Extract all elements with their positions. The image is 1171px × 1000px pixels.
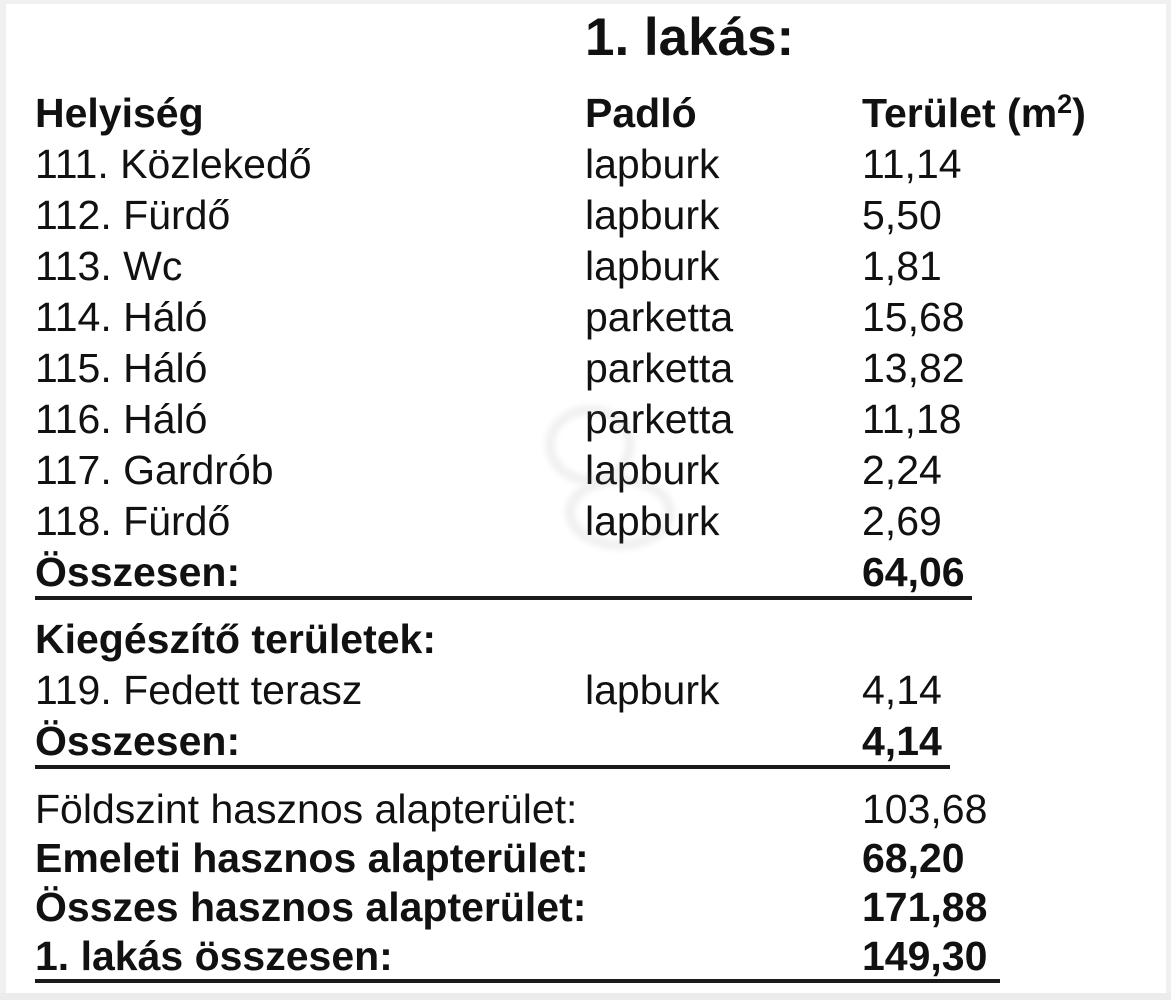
summary-value: 68,20 — [862, 835, 965, 881]
total-label: Összesen: — [35, 718, 241, 764]
photo-edge-right — [1166, 0, 1171, 1000]
summary-label: Összes hasznos alapterület: — [35, 884, 587, 930]
room-area-cell: 15,68 — [862, 294, 965, 340]
summary-row-ground-floor — [35, 785, 1171, 834]
summary-label: 1. lakás összesen: — [35, 933, 393, 979]
header-room: Helyiség — [35, 90, 204, 136]
room-area-cell: 11,14 — [862, 141, 962, 187]
summary-value: 171,88 — [862, 884, 988, 930]
room-name-cell: 119. Fedett terasz — [35, 667, 363, 713]
total-spacer — [585, 547, 862, 598]
summary-label: Emeleti hasznos alapterület: — [35, 835, 589, 881]
room-floor-cell: parketta — [585, 345, 734, 391]
photo-edge-top — [0, 0, 1171, 4]
room-name-cell: 115. Háló — [35, 345, 208, 391]
room-floor-cell: parketta — [585, 294, 734, 340]
table-row — [35, 496, 1171, 547]
room-area-cell: 13,82 — [862, 345, 965, 391]
room-name-cell: 114. Háló — [35, 294, 208, 340]
table-row — [35, 445, 1171, 496]
summary-row-upper-floor — [35, 834, 1171, 883]
room-name-cell: 113. Wc — [35, 243, 183, 289]
header-floor: Padló — [585, 90, 697, 136]
room-floor-cell: lapburk — [585, 447, 720, 493]
room-area-cell: 5,50 — [862, 192, 942, 238]
total-label: Összesen: — [35, 549, 241, 595]
table-row — [35, 292, 1171, 343]
header-area-suffix: ) — [1072, 90, 1086, 136]
table-row — [35, 190, 1171, 241]
summary-row-total-usable — [35, 883, 1171, 932]
photo-edge-left — [0, 0, 6, 1000]
room-name-cell: 118. Fürdő — [35, 498, 231, 544]
room-area-cell: 11,18 — [862, 396, 962, 442]
room-name-cell: 112. Fürdő — [35, 192, 231, 238]
header-area-superscript: 2 — [1057, 89, 1073, 119]
room-area-cell: 2,69 — [862, 498, 942, 544]
room-area-cell: 1,81 — [862, 243, 942, 289]
room-floor-cell: lapburk — [585, 667, 720, 713]
summary-label: Földszint hasznos alapterület: — [35, 786, 578, 832]
room-name-cell: 117. Gardrób — [35, 447, 274, 493]
extra-areas-total-row — [35, 716, 1171, 767]
room-name-cell: 111. Közlekedő — [35, 141, 312, 187]
table-row — [35, 139, 1171, 190]
summary-value: 103,68 — [862, 786, 988, 832]
table-row — [35, 665, 1171, 716]
total-spacer — [585, 716, 862, 767]
extra-areas-heading: Kiegészítő területek: — [35, 616, 436, 662]
total-value: 4,14 — [862, 718, 942, 764]
total-value: 64,06 — [862, 549, 965, 595]
room-floor-cell: lapburk — [585, 192, 720, 238]
table-header-row — [35, 88, 1171, 139]
room-area-cell: 4,14 — [862, 667, 942, 713]
room-floor-cell: lapburk — [585, 243, 720, 289]
table-row — [35, 241, 1171, 292]
room-floor-cell: parketta — [585, 396, 734, 442]
ground-floor-total-row — [35, 547, 1171, 598]
table-row — [35, 394, 1171, 445]
summary-value: 149,30 — [862, 933, 988, 979]
header-area — [862, 88, 1142, 139]
summary-section — [35, 785, 1171, 981]
page-title: 1. lakás: — [585, 8, 795, 67]
room-floor-cell: lapburk — [585, 141, 720, 187]
summary-row-apartment-total — [35, 932, 1171, 981]
table-row — [35, 343, 1171, 394]
photo-edge-bottom — [0, 993, 1171, 1000]
room-name-cell: 116. Háló — [35, 396, 208, 442]
room-floor-cell: lapburk — [585, 498, 720, 544]
room-area-cell: 2,24 — [862, 447, 942, 493]
header-area-prefix: Terület (m — [862, 90, 1058, 136]
